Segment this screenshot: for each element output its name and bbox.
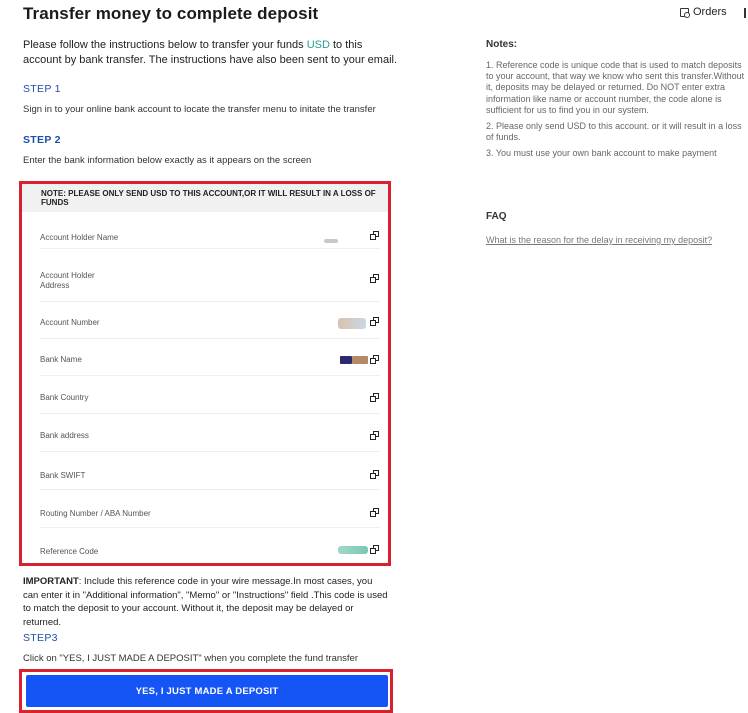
bank-row-bank-address <box>40 413 380 452</box>
intro-prefix: Please follow the instructions below to transfer your funds <box>23 39 307 51</box>
bank-row-account-holder-address <box>40 248 380 302</box>
copy-icon[interactable] <box>370 317 380 327</box>
faq-delay-link[interactable]: What is the reason for the delay in receiving my deposit? <box>486 235 713 245</box>
row-label: Reference Code <box>40 547 99 556</box>
row-label: Bank address <box>40 431 89 440</box>
copy-icon[interactable] <box>370 274 380 284</box>
redacted-value <box>324 239 338 243</box>
bank-details-box <box>19 181 391 566</box>
intro-text <box>23 38 403 67</box>
copy-icon[interactable] <box>370 231 380 241</box>
bank-row-reference-code <box>40 527 380 563</box>
edge-marker <box>744 8 746 18</box>
copy-icon[interactable] <box>370 470 380 480</box>
copy-icon[interactable] <box>370 393 380 403</box>
currency-highlight: USD <box>306 39 330 51</box>
bank-row-account-holder-name <box>40 212 380 249</box>
note-item: 3. You must use your own bank account to make payment <box>486 148 717 159</box>
bank-row-account-number <box>40 301 380 339</box>
page-title: Transfer money to complete deposit <box>23 4 319 23</box>
step2-text: Enter the bank information below exactly as it appears on the screen <box>23 155 312 166</box>
row-label: Bank Country <box>40 393 89 402</box>
step2-label: STEP 2 <box>23 134 61 146</box>
copy-icon[interactable] <box>370 431 380 441</box>
step3-label: STEP3 <box>23 632 58 644</box>
redacted-value <box>338 318 366 329</box>
row-label: Routing Number / ABA Number <box>40 509 151 518</box>
notes-title: Notes: <box>486 39 518 50</box>
row-label: Account Holder Address <box>40 271 95 290</box>
intro-suffix: to this account by bank transfer. The instructions have also been sent to your email. <box>23 39 398 66</box>
orders-link[interactable] <box>680 6 727 18</box>
deposit-button-highlight <box>19 669 393 713</box>
copy-icon[interactable] <box>370 508 380 518</box>
bank-row-routing-number <box>40 489 380 528</box>
important-notice <box>23 575 389 629</box>
note-item: 1. Reference code is unique code that is used to match deposits to your account, that way we know who sent this transfer.Without it, deposits may be delayed or returned. Do NOT enter extra information like name or account number, the code alone is sufficient for us to find you in our system. <box>486 60 745 115</box>
row-label: Bank Name <box>40 355 82 364</box>
important-label: IMPORTANT <box>23 576 79 587</box>
bank-row-bank-country <box>40 375 380 414</box>
note-item: 2. Please only send USD to this account. or it will result in a loss of funds. <box>486 121 742 143</box>
copy-icon[interactable] <box>370 355 380 365</box>
notes-list <box>486 60 748 165</box>
bank-row-bank-swift <box>40 451 380 490</box>
just-made-deposit-button[interactable]: YES, I JUST MADE A DEPOSIT <box>26 675 388 707</box>
step3-text: Click on "YES, I JUST MADE A DEPOSIT" when you complete the fund transfer <box>23 653 358 664</box>
faq-title: FAQ <box>486 211 507 222</box>
redacted-value <box>338 546 368 554</box>
important-text: : Include this reference code in your wire message.In most cases, you can enter it in "Additional information", "Memo" or "Instructions" field .This code is used to match the deposit to your account. Without it, the deposit may be delayed or returned. <box>23 576 388 628</box>
orders-label: Orders <box>693 6 727 18</box>
redacted-value <box>340 356 352 364</box>
bank-row-bank-name <box>40 338 380 376</box>
copy-icon[interactable] <box>370 545 380 555</box>
step1-label: STEP 1 <box>23 83 61 95</box>
row-label: Account Number <box>40 318 100 327</box>
row-label: Bank SWIFT <box>40 471 86 480</box>
step1-text: Sign in to your online bank account to locate the transfer menu to initate the transfer <box>23 104 376 115</box>
orders-icon <box>680 8 689 17</box>
row-label: Account Holder Name <box>40 233 119 242</box>
redacted-value <box>352 356 368 364</box>
box-warning-note: NOTE: PLEASE ONLY SEND USD TO THIS ACCOUNT,OR IT WILL RESULT IN A LOSS OF FUNDS <box>22 184 388 212</box>
